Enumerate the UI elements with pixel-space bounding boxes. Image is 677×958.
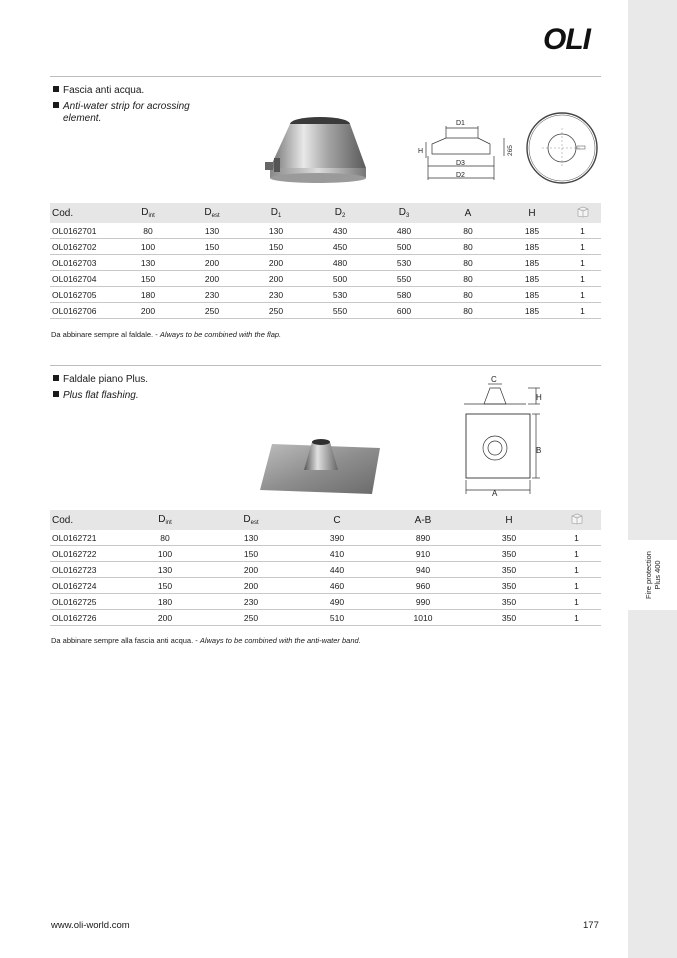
sidebar-section-label — [628, 540, 677, 610]
flat-flashing-image — [258, 436, 382, 500]
table-cell: 80 — [436, 239, 500, 255]
table-cell: 200 — [208, 562, 294, 578]
section1-title-it: Fascia anti acqua. — [53, 85, 144, 97]
section2-title-en: Plus flat flashing. — [53, 390, 139, 402]
product-code-cell: OL0162724 — [50, 578, 122, 594]
header-dint: $D_{int}$ — [158, 514, 172, 526]
drawing-label-c: C — [491, 375, 497, 384]
table-row — [50, 239, 601, 255]
table-row — [50, 287, 601, 303]
anti-water-strip-table — [50, 203, 601, 319]
table-cell: 410 — [294, 546, 380, 562]
header-ab: A-B — [414, 514, 432, 526]
table-cell: 350 — [466, 594, 552, 610]
sidebar-label-line2: Plus 400 — [652, 560, 662, 590]
anti-water-strip-top-view — [522, 108, 602, 188]
table-cell: 490 — [294, 594, 380, 610]
table-cell: 550 — [308, 303, 372, 319]
section2-divider — [50, 365, 601, 366]
table-cell: 910 — [380, 546, 466, 562]
table-cell: 200 — [244, 271, 308, 287]
drawing-label-d2: D2 — [456, 172, 465, 179]
header-a: A — [464, 207, 472, 219]
table-cell: 200 — [244, 255, 308, 271]
flat-flashing-table — [50, 510, 601, 626]
table-cell: 150 — [122, 578, 208, 594]
table-cell: 940 — [380, 562, 466, 578]
table-cell: 350 — [466, 610, 552, 626]
sidebar-label-line1: Fire protection — [643, 551, 653, 599]
drawing-label-a: A — [492, 489, 498, 496]
table-cell: 130 — [116, 255, 180, 271]
table-cell: 350 — [466, 562, 552, 578]
table-cell: 350 — [466, 546, 552, 562]
table-cell: 1 — [564, 223, 601, 239]
section1-divider — [50, 76, 601, 77]
logo-text: OLI — [543, 23, 590, 52]
table-cell: 500 — [308, 271, 372, 287]
header-cod: Cod. — [52, 514, 74, 526]
drawing-label-h: H — [418, 148, 424, 155]
table-cell: 150 — [116, 271, 180, 287]
table-cell: 890 — [380, 530, 466, 546]
table-cell: 200 — [122, 610, 208, 626]
table-row — [50, 546, 601, 562]
header-package-icon — [564, 203, 601, 223]
table-cell: 390 — [294, 530, 380, 546]
table-cell: 80 — [116, 223, 180, 239]
drawing-label-d1: D1 — [456, 120, 465, 127]
table-cell: 580 — [372, 287, 436, 303]
table-cell: 185 — [500, 303, 564, 319]
table-cell: 150 — [180, 239, 244, 255]
table-cell: 530 — [372, 255, 436, 271]
table-cell: 600 — [372, 303, 436, 319]
table-cell: 80 — [436, 287, 500, 303]
product-code-cell: OL0162705 — [50, 287, 116, 303]
table-cell: 990 — [380, 594, 466, 610]
product-code-cell: OL0162703 — [50, 255, 116, 271]
table-cell: 460 — [294, 578, 380, 594]
table-cell: 1 — [552, 610, 601, 626]
table-cell: 250 — [244, 303, 308, 319]
table-row — [50, 562, 601, 578]
table-cell: 1 — [552, 530, 601, 546]
table-cell: 250 — [180, 303, 244, 319]
table-cell: 100 — [116, 239, 180, 255]
table-row — [50, 255, 601, 271]
drawing-label-h: H — [536, 393, 542, 402]
table-cell: 480 — [308, 255, 372, 271]
table-cell: 180 — [116, 287, 180, 303]
anti-water-strip-drawing — [408, 116, 518, 186]
table-cell: 200 — [208, 578, 294, 594]
table-cell: 200 — [180, 271, 244, 287]
product-code-cell: OL0162723 — [50, 562, 122, 578]
product-code-cell: OL0162706 — [50, 303, 116, 319]
table-cell: 130 — [122, 562, 208, 578]
section2-note: Da abbinare sempre alla fascia anti acqua. - Always to be combined with the anti-water band. — [51, 636, 361, 645]
table-cell: 80 — [436, 303, 500, 319]
table-cell: 150 — [244, 239, 308, 255]
table-header-row — [50, 203, 601, 223]
table-cell: 100 — [122, 546, 208, 562]
table-cell: 1 — [552, 546, 601, 562]
table-cell: 1 — [564, 239, 601, 255]
header-d1: $D_1$ — [270, 207, 282, 219]
table-cell: 1 — [552, 594, 601, 610]
oli-logo — [543, 22, 603, 52]
table-cell: 230 — [208, 594, 294, 610]
table-row — [50, 610, 601, 626]
package-icon — [571, 513, 583, 525]
table-cell: 350 — [466, 530, 552, 546]
table-cell: 130 — [180, 223, 244, 239]
table-row — [50, 530, 601, 546]
sidebar-strip — [628, 0, 677, 958]
product-code-cell: OL0162721 — [50, 530, 122, 546]
table-cell: 180 — [122, 594, 208, 610]
table-cell: 440 — [294, 562, 380, 578]
drawing-label-d3: D3 — [456, 160, 465, 167]
section1-note: Da abbinare sempre al faldale. - Always to be combined with the flap. — [51, 330, 282, 339]
table-cell: 1 — [564, 287, 601, 303]
product-code-cell: OL0162722 — [50, 546, 122, 562]
table-cell: 510 — [294, 610, 380, 626]
header-h: H — [505, 514, 513, 526]
table-cell: 200 — [180, 255, 244, 271]
section2-title-it: Faldale piano Plus. — [53, 374, 148, 386]
anti-water-strip-image — [262, 110, 372, 190]
header-d2: $D_2$ — [334, 207, 346, 219]
table-cell: 1 — [564, 271, 601, 287]
header-h: H — [528, 207, 536, 219]
footer-website: www.oli-world.com — [51, 920, 130, 931]
flat-flashing-drawing — [458, 372, 548, 496]
product-code-cell: OL0162704 — [50, 271, 116, 287]
table-cell: 450 — [308, 239, 372, 255]
table-cell: 80 — [122, 530, 208, 546]
table-row — [50, 271, 601, 287]
table-cell: 350 — [466, 578, 552, 594]
table-cell: 185 — [500, 287, 564, 303]
table-cell: 185 — [500, 255, 564, 271]
table-row — [50, 578, 601, 594]
table-cell: 185 — [500, 271, 564, 287]
table-cell: 185 — [500, 223, 564, 239]
table-header-row — [50, 510, 601, 530]
table-cell: 430 — [308, 223, 372, 239]
product-code-cell: OL0162725 — [50, 594, 122, 610]
table-cell: 80 — [436, 223, 500, 239]
product-code-cell: OL0162702 — [50, 239, 116, 255]
table-cell: 1 — [552, 562, 601, 578]
table-cell: 530 — [308, 287, 372, 303]
table-row — [50, 223, 601, 239]
header-dint: $D_{int}$ — [141, 207, 155, 219]
table-cell: 1 — [552, 578, 601, 594]
table-cell: 500 — [372, 239, 436, 255]
page-number: 177 — [583, 920, 599, 931]
package-icon — [577, 206, 589, 218]
drawing-label-dimension: 265 — [507, 145, 514, 156]
table-cell: 130 — [208, 530, 294, 546]
header-d3: $D_3$ — [398, 207, 410, 219]
header-dest: $D_{est}$ — [243, 514, 259, 526]
table-cell: 185 — [500, 239, 564, 255]
table-cell: 130 — [244, 223, 308, 239]
section1-title-en: Anti-water strip for acrossing element. — [53, 101, 190, 125]
product-code-cell: OL0162726 — [50, 610, 122, 626]
header-package-icon — [552, 510, 601, 530]
table-cell: 80 — [436, 255, 500, 271]
table-cell: 80 — [436, 271, 500, 287]
table-cell: 480 — [372, 223, 436, 239]
table-cell: 250 — [208, 610, 294, 626]
table-cell: 230 — [244, 287, 308, 303]
table-row — [50, 303, 601, 319]
table-cell: 1010 — [380, 610, 466, 626]
table-cell: 150 — [208, 546, 294, 562]
table-cell: 1 — [564, 255, 601, 271]
header-dest: $D_{est}$ — [204, 207, 220, 219]
header-c: C — [333, 514, 341, 526]
table-cell: 200 — [116, 303, 180, 319]
header-cod: Cod. — [52, 207, 74, 219]
table-cell: 1 — [564, 303, 601, 319]
table-cell: 550 — [372, 271, 436, 287]
table-row — [50, 594, 601, 610]
table-cell: 960 — [380, 578, 466, 594]
product-code-cell: OL0162701 — [50, 223, 116, 239]
table-cell: 230 — [180, 287, 244, 303]
drawing-label-b: B — [536, 446, 542, 455]
